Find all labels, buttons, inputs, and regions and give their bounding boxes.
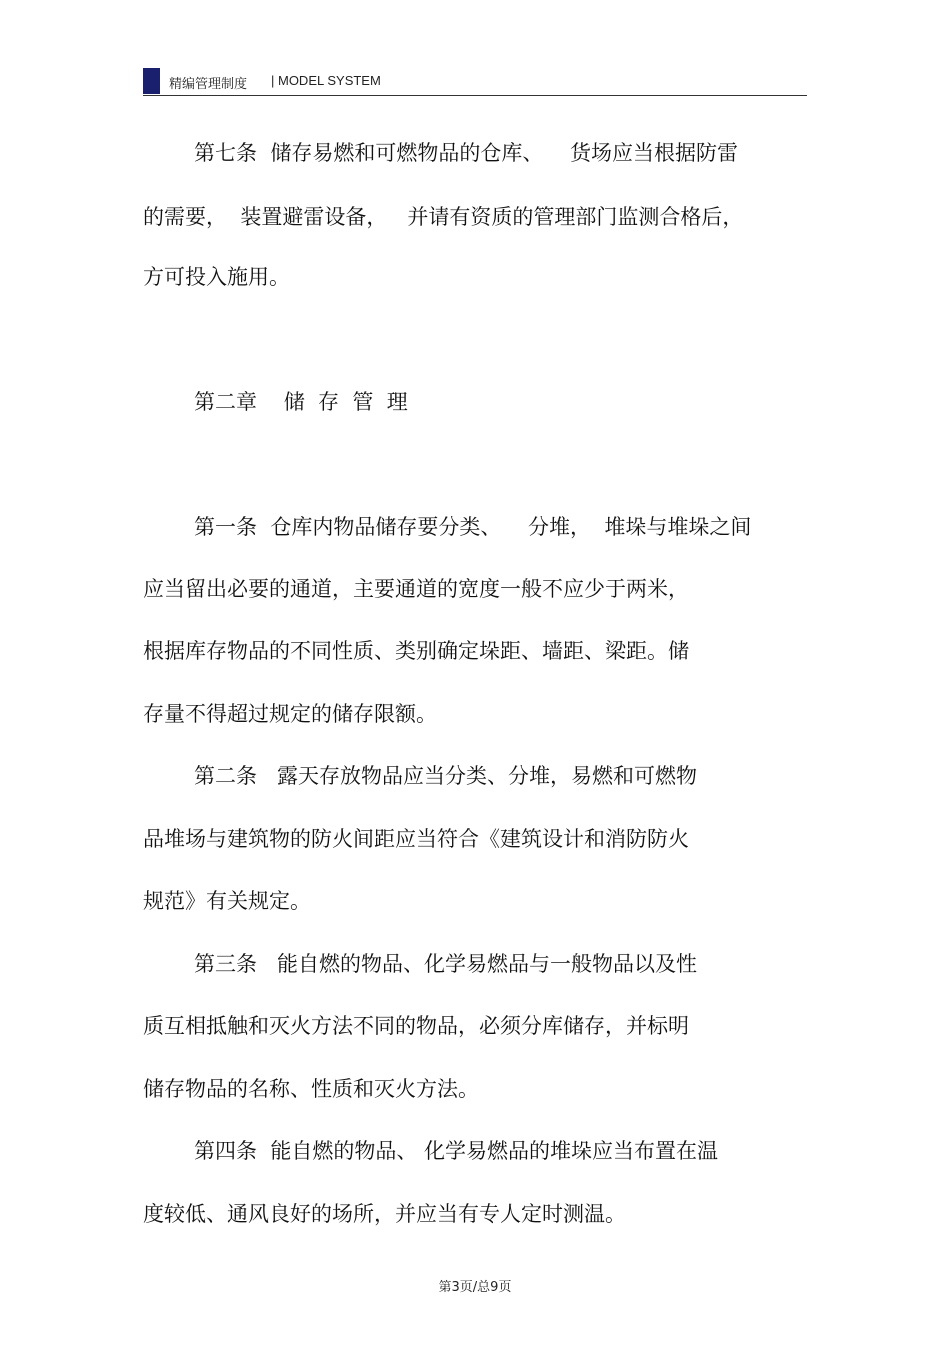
header-divider — [143, 95, 807, 96]
article-1-line-1: 第一条 仓库内物品储存要分类、 分堆， 堆垛与堆垛之间 — [194, 515, 752, 539]
article-3-line-3: 储存物品的名称、性质和灭火方法。 — [143, 1077, 479, 1101]
article-1-line-2: 应当留出必要的通道，主要通道的宽度一般不应少于两米， — [143, 577, 689, 601]
article-4-line-2: 度较低、通风良好的场所，并应当有专人定时测温。 — [143, 1202, 626, 1226]
page-header — [143, 66, 807, 96]
article-2-line-2: 品堆场与建筑物的防火间距应当符合《建筑设计和消防防火 — [143, 827, 689, 851]
article-7-line-3: 方可投入施用。 — [143, 265, 290, 289]
article-4-line-1: 第四条 能自燃的物品、 化学易燃品的堆垛应当布置在温 — [194, 1139, 719, 1163]
logo-icon — [143, 68, 160, 94]
article-7-line-2: 的需要， 装置避雷设备， 并请有资质的管理部门监测合格后， — [143, 205, 744, 229]
article-2-line-3: 规范》有关规定。 — [143, 889, 311, 913]
article-3-line-1: 第三条 能自燃的物品、化学易燃品与一般物品以及性 — [194, 952, 698, 976]
article-7-line-1: 第七条 储存易燃和可燃物品的仓库、 货场应当根据防雷 — [194, 141, 739, 165]
chapter-heading: 第二章 储 存 管 理 — [194, 390, 408, 414]
article-1-line-3: 根据库存物品的不同性质、类别确定垛距、墙距、梁距。储 — [143, 639, 689, 663]
header-title: 精编管理制度 — [169, 77, 248, 92]
header-subtitle: | MODEL SYSTEM — [271, 73, 381, 88]
article-2-line-1: 第二条 露天存放物品应当分类、分堆，易燃和可燃物 — [194, 764, 698, 788]
article-3-line-2: 质互相抵触和灭火方法不同的物品，必须分库储存，并标明 — [143, 1014, 689, 1038]
article-1-line-4: 存量不得超过规定的储存限额。 — [143, 702, 437, 726]
page-number: 第3页/总9页 — [438, 1280, 512, 1295]
